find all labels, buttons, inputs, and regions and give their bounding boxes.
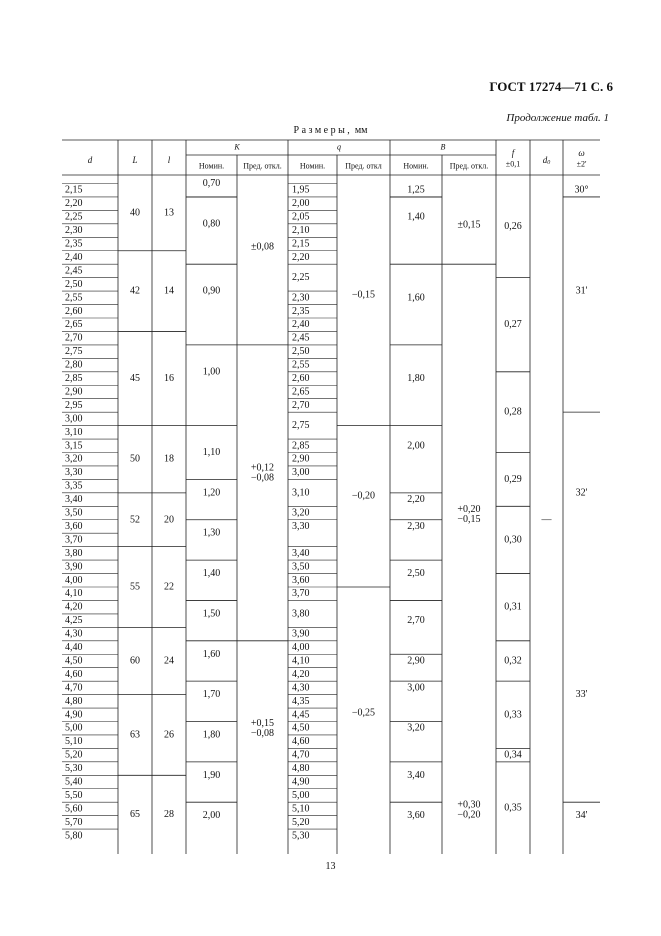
d-value: 2,65 xyxy=(65,319,83,331)
b-pred-value: ±0,15 xyxy=(457,219,481,231)
q-nomin-value: 2,75 xyxy=(292,420,310,432)
d-value: 2,75 xyxy=(65,346,83,358)
d-value: 3,90 xyxy=(65,561,83,573)
l-value: 13 xyxy=(164,207,174,219)
q-nomin-value: 4,90 xyxy=(292,776,310,788)
k-nomin-value: 1,50 xyxy=(202,608,221,620)
b-nomin-value: 1,25 xyxy=(407,184,425,196)
q-nomin-value: 2,30 xyxy=(292,292,310,304)
q-nomin-value: 4,00 xyxy=(292,642,310,654)
b-pred-value: −0,15 xyxy=(457,513,481,525)
q-nomin-value: 4,20 xyxy=(292,668,310,680)
k-nomin-value: 1,80 xyxy=(202,729,221,741)
q-nomin-value: 2,55 xyxy=(292,359,310,371)
caption-sizes: Размеры, xyxy=(293,125,353,136)
k-pred-value: ±0,08 xyxy=(251,241,274,253)
b-nomin-value: 2,90 xyxy=(407,655,425,667)
header-q: q xyxy=(337,142,341,152)
omega-value: 31' xyxy=(575,285,588,297)
q-nomin-value: 3,20 xyxy=(292,507,310,519)
q-nomin-value: 2,00 xyxy=(292,198,310,210)
f-value: 0,34 xyxy=(504,749,522,761)
b-pred-value: +0,20 xyxy=(457,503,481,515)
k-pred-value: +0,12 xyxy=(250,462,275,474)
q-nomin-value: 5,30 xyxy=(292,830,310,842)
q-nomin-value: 3,00 xyxy=(292,467,310,479)
l-value: 20 xyxy=(164,514,174,526)
d-value: 4,10 xyxy=(65,588,83,600)
f-value: 0,33 xyxy=(504,709,522,721)
header-b-pred: Пред. откл. xyxy=(449,161,489,171)
f-value: 0,32 xyxy=(504,655,522,667)
d-value: 3,30 xyxy=(65,467,83,479)
q-pred-value: −0,15 xyxy=(351,289,376,301)
q-nomin-value: 4,80 xyxy=(292,763,310,775)
L-value: 40 xyxy=(130,207,140,219)
L-value: 50 xyxy=(130,453,140,465)
d-value: 5,40 xyxy=(65,776,83,788)
f-value: 0,28 xyxy=(504,406,522,418)
k-nomin-value: 1,30 xyxy=(202,527,221,539)
d-value: 2,50 xyxy=(65,278,83,290)
d-value: 3,80 xyxy=(65,547,83,559)
k-nomin-value: 1,90 xyxy=(202,769,221,781)
d-value: 3,15 xyxy=(65,440,83,452)
omega-value: 30° xyxy=(574,184,589,196)
d-value: 5,70 xyxy=(65,816,83,828)
q-nomin-value: 2,25 xyxy=(292,272,310,284)
d-value: 4,70 xyxy=(65,682,83,694)
k-nomin-value: 1,40 xyxy=(202,568,221,580)
d-value: 3,50 xyxy=(65,507,83,519)
header-omega: ω xyxy=(578,148,585,158)
f-value: 0,30 xyxy=(504,534,522,546)
header-q-pred: Пред. откл xyxy=(345,161,382,171)
q-nomin-value: 2,65 xyxy=(292,386,310,398)
d-value: 2,80 xyxy=(65,359,83,371)
q-nomin-value: 4,50 xyxy=(292,722,310,734)
header-f: f xyxy=(511,148,515,158)
q-nomin-value: 3,30 xyxy=(292,520,310,532)
q-nomin-value: 4,30 xyxy=(292,682,310,694)
q-pred-value: −0,20 xyxy=(351,490,376,502)
header-d0: $d_0$ xyxy=(542,155,551,166)
d-value: 5,10 xyxy=(65,736,83,748)
b-nomin-value: 2,00 xyxy=(407,440,425,452)
header-l: l xyxy=(167,155,171,165)
f-value: 0,29 xyxy=(504,473,522,485)
L-value: 42 xyxy=(130,285,140,297)
d-value: 2,90 xyxy=(65,386,83,398)
d-value: 4,25 xyxy=(65,615,83,627)
b-pred-value: +0,30 xyxy=(457,799,481,811)
L-value: 63 xyxy=(130,729,140,741)
q-nomin-value: 2,50 xyxy=(292,346,310,358)
q-nomin-value: 5,00 xyxy=(292,789,310,801)
b-nomin-value: 3,00 xyxy=(407,682,425,694)
header-L: L xyxy=(132,155,138,165)
l-value: 14 xyxy=(164,285,174,297)
q-nomin-value: 5,20 xyxy=(292,816,310,828)
d-value: 2,85 xyxy=(65,373,83,385)
d-value: 3,60 xyxy=(65,520,83,532)
d-value: 5,80 xyxy=(65,830,83,842)
q-nomin-value: 3,80 xyxy=(292,608,310,620)
b-nomin-value: 2,70 xyxy=(407,615,425,627)
k-nomin-value: 0,80 xyxy=(202,218,221,230)
q-nomin-value: 2,70 xyxy=(292,399,310,411)
f-value: 0,31 xyxy=(504,601,522,613)
d-value: 2,25 xyxy=(65,211,83,223)
d-value: 5,00 xyxy=(65,722,83,734)
b-nomin-value: 1,60 xyxy=(407,292,425,304)
k-nomin-value: 0,90 xyxy=(202,285,221,297)
k-nomin-value: 1,20 xyxy=(202,487,221,499)
d-value: 2,35 xyxy=(65,238,83,250)
d-value: 3,10 xyxy=(65,426,83,438)
k-pred-value: −0,08 xyxy=(250,472,275,484)
omega-value: 32' xyxy=(575,487,588,499)
b-nomin-value: 1,80 xyxy=(407,373,425,385)
q-nomin-value: 2,05 xyxy=(292,211,310,223)
d-value: 2,45 xyxy=(65,265,83,277)
q-nomin-value: 3,40 xyxy=(292,547,310,559)
d-value: 2,20 xyxy=(65,198,83,210)
d-value: 4,80 xyxy=(65,695,83,707)
omega-value: 34' xyxy=(575,810,588,822)
q-nomin-value: 2,85 xyxy=(292,440,310,452)
q-nomin-value: 4,70 xyxy=(292,749,310,761)
k-nomin-value: 2,00 xyxy=(202,810,221,822)
f-value: 0,26 xyxy=(504,220,522,232)
header-b-nomin: Номин. xyxy=(403,161,429,171)
caption-unit: мм xyxy=(354,125,368,136)
document-header: ГОСТ 17274—71 С. 6 xyxy=(489,79,613,94)
b-nomin-value: 1,40 xyxy=(407,211,425,223)
k-nomin-value: 1,60 xyxy=(202,648,221,660)
q-nomin-value: 4,45 xyxy=(292,709,310,721)
q-nomin-value: 4,10 xyxy=(292,655,310,667)
b-nomin-value: 3,20 xyxy=(407,722,425,734)
k-nomin-value: 1,10 xyxy=(202,447,221,458)
q-nomin-value: 2,20 xyxy=(292,251,310,263)
d-value: 2,70 xyxy=(65,332,83,344)
q-nomin-value: 5,10 xyxy=(292,803,310,815)
d-value: 5,20 xyxy=(65,749,83,761)
b-nomin-value: 3,40 xyxy=(407,769,425,781)
l-value: 24 xyxy=(164,655,174,667)
d0-value: — xyxy=(541,514,552,526)
l-value: 16 xyxy=(164,373,174,385)
d-value: 2,30 xyxy=(65,225,83,237)
d-value: 2,15 xyxy=(65,184,83,196)
f-value: 0,35 xyxy=(504,802,522,814)
b-nomin-value: 2,30 xyxy=(407,520,425,532)
d-value: 4,90 xyxy=(65,709,83,721)
q-nomin-value: 4,35 xyxy=(292,695,310,707)
header-K: K xyxy=(234,142,240,152)
l-value: 18 xyxy=(164,453,174,465)
k-nomin-value: 0,70 xyxy=(202,178,221,189)
q-nomin-value: 2,15 xyxy=(292,238,310,250)
q-nomin-value: 2,40 xyxy=(292,319,310,331)
q-nomin-value: 2,90 xyxy=(292,453,310,465)
L-value: 52 xyxy=(130,514,140,526)
page-number: 13 xyxy=(325,861,336,872)
q-nomin-value: 3,50 xyxy=(292,561,310,573)
header-B: B xyxy=(440,142,446,152)
L-value: 45 xyxy=(130,373,140,385)
b-nomin-value: 3,60 xyxy=(407,810,425,822)
q-nomin-value: 3,10 xyxy=(292,487,310,499)
d-value: 3,70 xyxy=(65,534,83,546)
k-nomin-value: 1,00 xyxy=(202,366,221,378)
b-nomin-value: 2,50 xyxy=(407,568,425,580)
q-nomin-value: 2,10 xyxy=(292,225,310,237)
d-value: 3,35 xyxy=(65,480,83,492)
d-value: 3,40 xyxy=(65,494,83,506)
d-value: 4,40 xyxy=(65,642,83,654)
d-value: 4,60 xyxy=(65,668,83,680)
d-value: 4,20 xyxy=(65,601,83,613)
d-value: 4,50 xyxy=(65,655,83,667)
q-nomin-value: 3,70 xyxy=(292,588,310,600)
q-nomin-value: 3,90 xyxy=(292,628,310,640)
q-nomin-value: 2,35 xyxy=(292,305,310,317)
header-k-nomin: Номин. xyxy=(198,161,225,171)
l-value: 28 xyxy=(164,809,174,821)
l-value: 22 xyxy=(164,581,174,593)
L-value: 65 xyxy=(130,809,140,821)
k-nomin-value: 1,70 xyxy=(202,689,221,701)
d-value: 2,40 xyxy=(65,251,83,263)
d-value: 3,00 xyxy=(65,413,83,425)
d-value: 2,55 xyxy=(65,292,83,304)
omega-value: 33' xyxy=(575,689,588,701)
L-value: 60 xyxy=(130,655,140,667)
q-nomin-value: 3,60 xyxy=(292,574,310,586)
d-value: 5,30 xyxy=(65,763,83,775)
d-value: 2,95 xyxy=(65,399,83,411)
table-continuation-label: Продолжение табл. 1 xyxy=(506,112,609,124)
f-value: 0,27 xyxy=(504,319,522,331)
q-pred-value: −0,25 xyxy=(351,707,376,719)
q-nomin-value: 1,95 xyxy=(292,184,310,196)
q-nomin-value: 4,60 xyxy=(292,736,310,748)
q-nomin-value: 2,45 xyxy=(292,332,310,344)
d-value: 4,00 xyxy=(65,574,83,586)
L-value: 55 xyxy=(130,581,140,593)
b-nomin-value: 2,20 xyxy=(407,494,425,506)
d-value: 3,20 xyxy=(65,453,83,465)
d-value: 5,50 xyxy=(65,789,83,801)
q-nomin-value: 2,60 xyxy=(292,373,310,385)
l-value: 26 xyxy=(164,729,174,741)
header-d: d xyxy=(87,155,93,165)
header-q-nomin: Номин. xyxy=(299,161,326,171)
header-f-tol: ±0,1 xyxy=(505,159,521,169)
header-omega-tol: ±2' xyxy=(576,159,587,169)
header-k-pred: Пред. откл. xyxy=(243,161,282,171)
d-value: 5,60 xyxy=(65,803,83,815)
d-value: 4,30 xyxy=(65,628,83,640)
d-value: 2,60 xyxy=(65,305,83,317)
b-pred-value: −0,20 xyxy=(457,809,481,821)
k-pred-value: +0,15 xyxy=(250,718,275,729)
k-pred-value: −0,08 xyxy=(250,728,275,739)
